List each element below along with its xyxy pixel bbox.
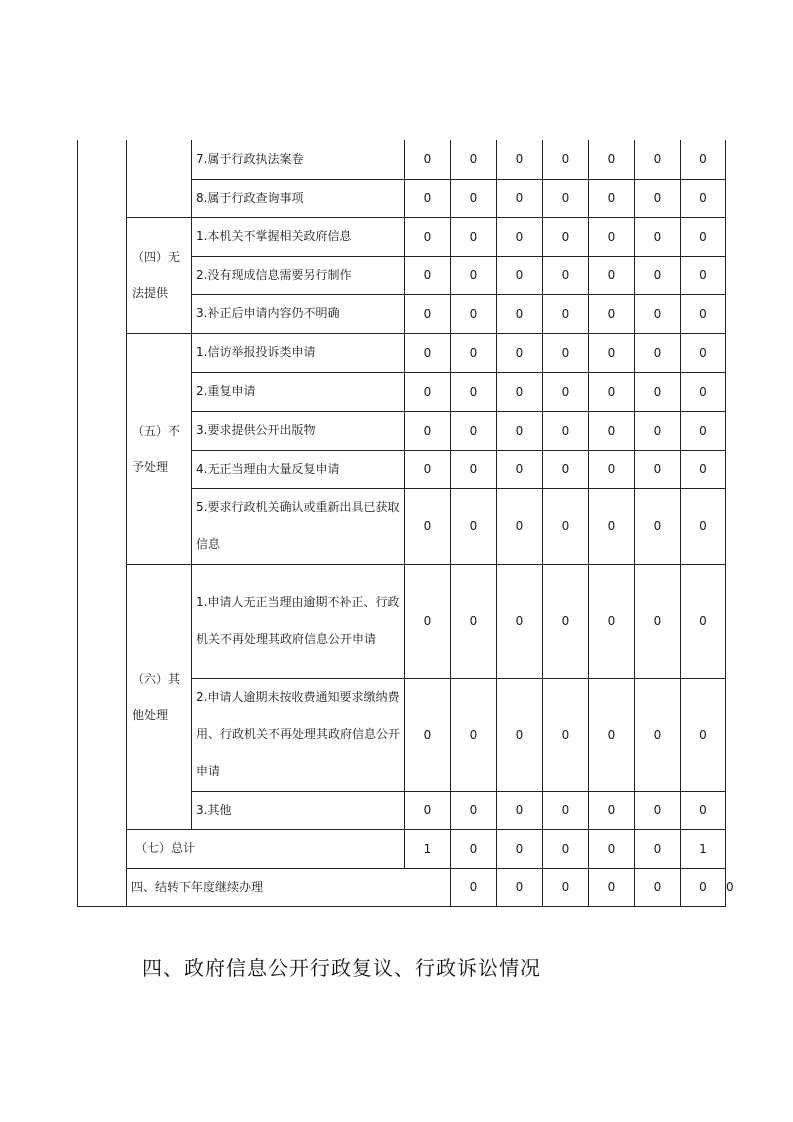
table-row <box>78 217 726 256</box>
total-value-cell: 0 <box>635 829 681 868</box>
value-cell: 0 <box>543 217 589 256</box>
item-label-cell: 8.属于行政查询事项 <box>192 179 405 217</box>
value-cell: 0 <box>451 372 497 411</box>
total-value-cell: 0 <box>497 829 543 868</box>
value-cell: 0 <box>451 256 497 294</box>
value-cell: 0 <box>635 256 681 294</box>
value-cell: 0 <box>543 256 589 294</box>
value-cell: 0 <box>681 333 726 372</box>
value-cell: 0 <box>405 256 451 294</box>
value-cell: 0 <box>405 372 451 411</box>
category-cell: （五）不予处理 <box>127 333 192 564</box>
value-cell: 0 <box>451 217 497 256</box>
carryover-value-cell: 0 <box>543 868 589 906</box>
value-cell: 0 <box>635 678 681 791</box>
value-cell: 0 <box>635 217 681 256</box>
value-cell: 0 <box>497 678 543 791</box>
value-cell: 0 <box>635 564 681 678</box>
total-label-cell: （七）总计 <box>127 829 405 868</box>
total-value-cell: 0 <box>589 829 635 868</box>
total-value-cell: 0 <box>451 829 497 868</box>
value-cell: 0 <box>589 217 635 256</box>
carryover-value-cell: 0 <box>451 868 497 906</box>
value-cell: 0 <box>543 333 589 372</box>
value-cell: 0 <box>681 488 726 564</box>
value-cell: 0 <box>589 450 635 488</box>
value-cell: 0 <box>543 294 589 333</box>
value-cell: 0 <box>451 791 497 829</box>
table-row <box>78 564 726 678</box>
value-cell: 0 <box>681 256 726 294</box>
value-cell: 0 <box>497 179 543 217</box>
value-cell: 0 <box>497 140 543 179</box>
carryover-value-cell: 0 <box>681 868 726 906</box>
value-cell: 0 <box>589 791 635 829</box>
value-cell: 0 <box>451 140 497 179</box>
value-cell: 0 <box>681 678 726 791</box>
item-label-cell: 2.申请人逾期未按收费通知要求缴纳费用、行政机关不再处理其政府信息公开申请 <box>192 678 405 791</box>
value-cell: 0 <box>589 488 635 564</box>
total-row <box>78 829 726 868</box>
value-cell: 0 <box>635 372 681 411</box>
carryover-label-cell: 四、结转下年度继续办理 <box>127 868 451 906</box>
table-row <box>78 333 726 372</box>
value-cell: 0 <box>405 488 451 564</box>
category-cell: （六）其他处理 <box>127 564 192 829</box>
value-cell: 0 <box>589 372 635 411</box>
value-cell: 0 <box>635 333 681 372</box>
item-label-cell: 3.其他 <box>192 791 405 829</box>
outer-left-column <box>78 140 127 906</box>
item-label-cell: 5.要求行政机关确认或重新出具已获取信息 <box>192 488 405 564</box>
value-cell: 0 <box>681 450 726 488</box>
statistics-table <box>77 140 734 907</box>
value-cell: 0 <box>451 294 497 333</box>
value-cell: 0 <box>405 791 451 829</box>
value-cell: 0 <box>543 372 589 411</box>
item-label-cell: 1.信访举报投诉类申请 <box>192 333 405 372</box>
value-cell: 0 <box>589 294 635 333</box>
value-cell: 0 <box>635 294 681 333</box>
value-cell: 0 <box>405 217 451 256</box>
value-cell: 0 <box>497 488 543 564</box>
value-cell: 0 <box>451 450 497 488</box>
carryover-value-cell: 0 <box>497 868 543 906</box>
value-cell: 0 <box>497 294 543 333</box>
value-cell: 0 <box>543 678 589 791</box>
value-cell: 0 <box>497 333 543 372</box>
carryover-value-cell: 0 <box>589 868 635 906</box>
value-cell: 0 <box>681 140 726 179</box>
value-cell: 0 <box>681 294 726 333</box>
value-cell: 0 <box>405 564 451 678</box>
value-cell: 0 <box>681 564 726 678</box>
value-cell: 0 <box>681 411 726 450</box>
item-label-cell: 1.本机关不掌握相关政府信息 <box>192 217 405 256</box>
table-body <box>78 140 734 906</box>
value-cell: 0 <box>451 333 497 372</box>
value-cell: 0 <box>405 333 451 372</box>
item-label-cell: 3.补正后申请内容仍不明确 <box>192 294 405 333</box>
value-cell: 0 <box>497 450 543 488</box>
value-cell: 0 <box>405 294 451 333</box>
value-cell: 0 <box>543 140 589 179</box>
value-cell: 0 <box>451 678 497 791</box>
value-cell: 0 <box>497 217 543 256</box>
carryover-value-cell: 0 <box>635 868 681 906</box>
value-cell: 0 <box>451 179 497 217</box>
value-cell: 0 <box>497 411 543 450</box>
value-cell: 0 <box>543 564 589 678</box>
value-cell: 0 <box>635 179 681 217</box>
value-cell: 0 <box>635 140 681 179</box>
value-cell: 0 <box>635 450 681 488</box>
value-cell: 0 <box>497 791 543 829</box>
total-value-cell: 1 <box>681 829 726 868</box>
value-cell: 0 <box>589 411 635 450</box>
total-value-cell: 0 <box>543 829 589 868</box>
item-label-cell: 2.重复申请 <box>192 372 405 411</box>
value-cell: 0 <box>589 564 635 678</box>
value-cell: 0 <box>405 678 451 791</box>
category-cell <box>127 140 192 217</box>
value-cell: 0 <box>681 372 726 411</box>
value-cell: 0 <box>451 411 497 450</box>
value-cell: 0 <box>543 450 589 488</box>
carryover-row: 四、结转下年度继续办理 0 0 0 0 0 0 0 <box>78 868 726 906</box>
value-cell: 0 <box>589 256 635 294</box>
value-cell: 0 <box>681 179 726 217</box>
item-label-cell: 3.要求提供公开出版物 <box>192 411 405 450</box>
value-cell: 0 <box>681 217 726 256</box>
value-cell: 0 <box>497 564 543 678</box>
item-label-cell: 7.属于行政执法案卷 <box>192 140 405 179</box>
value-cell: 0 <box>589 140 635 179</box>
value-cell: 0 <box>543 179 589 217</box>
value-cell: 0 <box>543 411 589 450</box>
value-cell: 0 <box>405 140 451 179</box>
value-cell: 0 <box>543 488 589 564</box>
value-cell: 0 <box>635 488 681 564</box>
value-cell: 0 <box>405 179 451 217</box>
item-label-cell: 1.申请人无正当理由逾期不补正、行政机关不再处理其政府信息公开申请 <box>192 564 405 678</box>
value-cell: 0 <box>405 450 451 488</box>
value-cell: 0 <box>589 333 635 372</box>
value-cell: 0 <box>681 791 726 829</box>
value-cell: 0 <box>451 564 497 678</box>
value-cell: 0 <box>589 179 635 217</box>
value-cell: 0 <box>497 372 543 411</box>
value-cell: 0 <box>543 791 589 829</box>
value-cell: 0 <box>451 488 497 564</box>
table-row <box>78 140 726 179</box>
section-heading: 四、政府信息公开行政复议、行政诉讼情况 <box>142 956 541 980</box>
value-cell: 0 <box>497 256 543 294</box>
value-cell: 0 <box>589 678 635 791</box>
value-cell: 0 <box>635 411 681 450</box>
item-label-cell: 2.没有现成信息需要另行制作 <box>192 256 405 294</box>
value-cell: 0 <box>635 791 681 829</box>
total-value-cell: 1 <box>405 829 451 868</box>
item-label-cell: 4.无正当理由大量反复申请 <box>192 450 405 488</box>
value-cell: 0 <box>405 411 451 450</box>
category-cell: （四）无法提供 <box>127 217 192 333</box>
